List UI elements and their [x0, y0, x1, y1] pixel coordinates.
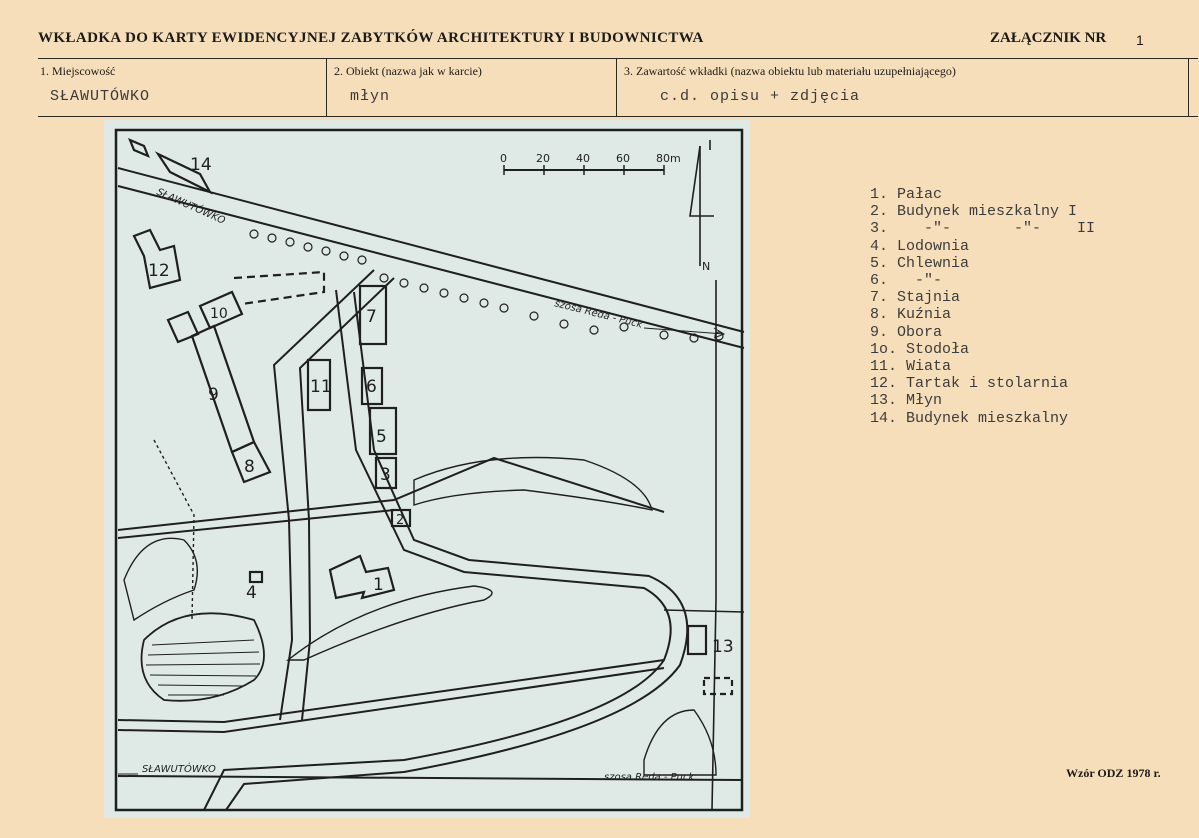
building-12-number: 12 — [148, 261, 170, 281]
building-8-number: 8 — [244, 457, 255, 477]
top-rule — [38, 58, 1198, 59]
annex-label: ZAŁĄCZNIK NR — [990, 30, 1107, 46]
building-13-annex — [704, 678, 732, 694]
footer-form-code: Wzór ODZ 1978 r. — [1066, 766, 1161, 780]
field-divider-1 — [326, 58, 327, 116]
building-4-number: 4 — [246, 583, 257, 603]
tree-cluster-north — [414, 458, 652, 511]
site-plan-drawing — [104, 120, 750, 818]
building-5-number: 5 — [376, 427, 387, 447]
field-object-label: 2. Obiekt (nazwa jak w karcie) — [334, 64, 482, 78]
legend-item: 9. Obora — [870, 323, 943, 341]
mill-race-east — [710, 140, 716, 810]
road-label-bottom-right: szosa Reda - Puck — [604, 772, 695, 783]
building-2-number: 2 — [396, 513, 405, 528]
legend-item: 1. Pałac — [870, 186, 943, 203]
field-object-value: młyn — [350, 88, 391, 105]
north-label: N — [702, 260, 711, 273]
mill-race-branch — [664, 610, 744, 612]
scale-tick-60: 60 — [616, 152, 630, 165]
legend-item: 3. -"- -"- II — [870, 220, 1096, 238]
building-7-number: 7 — [366, 307, 377, 327]
field-divider-3 — [1188, 58, 1189, 116]
scale-tick-40: 40 — [576, 152, 590, 165]
building-6-number: 6 — [366, 377, 377, 397]
building-14-annex — [130, 140, 148, 156]
legend-item: 13. Młyn — [870, 392, 943, 410]
legend-item: 11. Wiata — [870, 358, 952, 376]
legend-item: 5. Chlewnia — [870, 254, 970, 272]
road-label-top-right: szosa Reda - Puck — [553, 298, 644, 331]
legend-item: 14. Budynek mieszkalny — [870, 409, 1069, 427]
building-9 — [192, 326, 254, 452]
road-label-bottom-left: SŁAWUTÓWKO — [142, 764, 216, 775]
legend-item: 2. Budynek mieszkalny I — [870, 203, 1078, 221]
field-content-label: 3. Zawartość wkładki (nazwa obiektu lub materiału uzupełniającego) — [624, 64, 956, 78]
building-1-number: 1 — [373, 575, 384, 595]
scale-bar — [500, 152, 681, 175]
legend-item: 6. -"- — [870, 272, 943, 290]
annex-number: 1 — [1136, 32, 1144, 48]
legend-item: 7. Stajnia — [870, 289, 961, 307]
field-locality-value: SŁAWUTÓWKO — [50, 88, 151, 105]
building-3-number: 3 — [380, 465, 391, 485]
tree-cluster-west — [124, 538, 197, 620]
building-14-number: 14 — [190, 155, 212, 175]
building-number-labels — [148, 155, 734, 657]
building-11-number: 11 — [310, 377, 332, 397]
legend-item: 1o. Stodoła — [870, 340, 970, 358]
access-road-east-edge — [226, 292, 687, 810]
header-title: WKŁADKA DO KARTY EWIDENCYJNEJ ZABYTKÓW ARCHITEKTURY I BUDOWNICTWA — [38, 30, 704, 46]
map-frame — [116, 130, 742, 810]
tree-cluster-central — [288, 586, 492, 660]
legend-item: 4. Lodownia — [870, 237, 970, 255]
pond — [142, 613, 265, 700]
building-4 — [250, 572, 262, 582]
building-9-number: 9 — [208, 385, 219, 405]
building-13 — [688, 626, 706, 654]
bottom-road-upper — [118, 660, 664, 722]
scale-tick-80: 80m — [656, 152, 681, 165]
legend-item: 8. Kuźnia — [870, 306, 952, 324]
building-10-extension — [234, 272, 324, 304]
scale-tick-20: 20 — [536, 152, 550, 165]
site-plan-map — [104, 120, 750, 818]
field-divider-2 — [616, 58, 617, 116]
legend-item: 12. Tartak i stolarnia — [870, 375, 1069, 393]
scale-tick-0: 0 — [500, 152, 507, 165]
bottom-rule — [38, 116, 1198, 117]
building-1 — [330, 556, 394, 598]
north-arrow-icon — [690, 146, 714, 273]
map-legend — [870, 186, 1095, 427]
building-10-number: 10 — [210, 306, 228, 322]
field-locality-label: 1. Miejscowość — [40, 64, 116, 78]
road-label-top-left: SŁAWUTÓWKO — [154, 186, 227, 227]
tree-cluster-south-east — [644, 710, 716, 775]
field-content-value: c.d. opisu + zdjęcia — [660, 88, 861, 105]
building-13-number: 13 — [712, 637, 734, 657]
